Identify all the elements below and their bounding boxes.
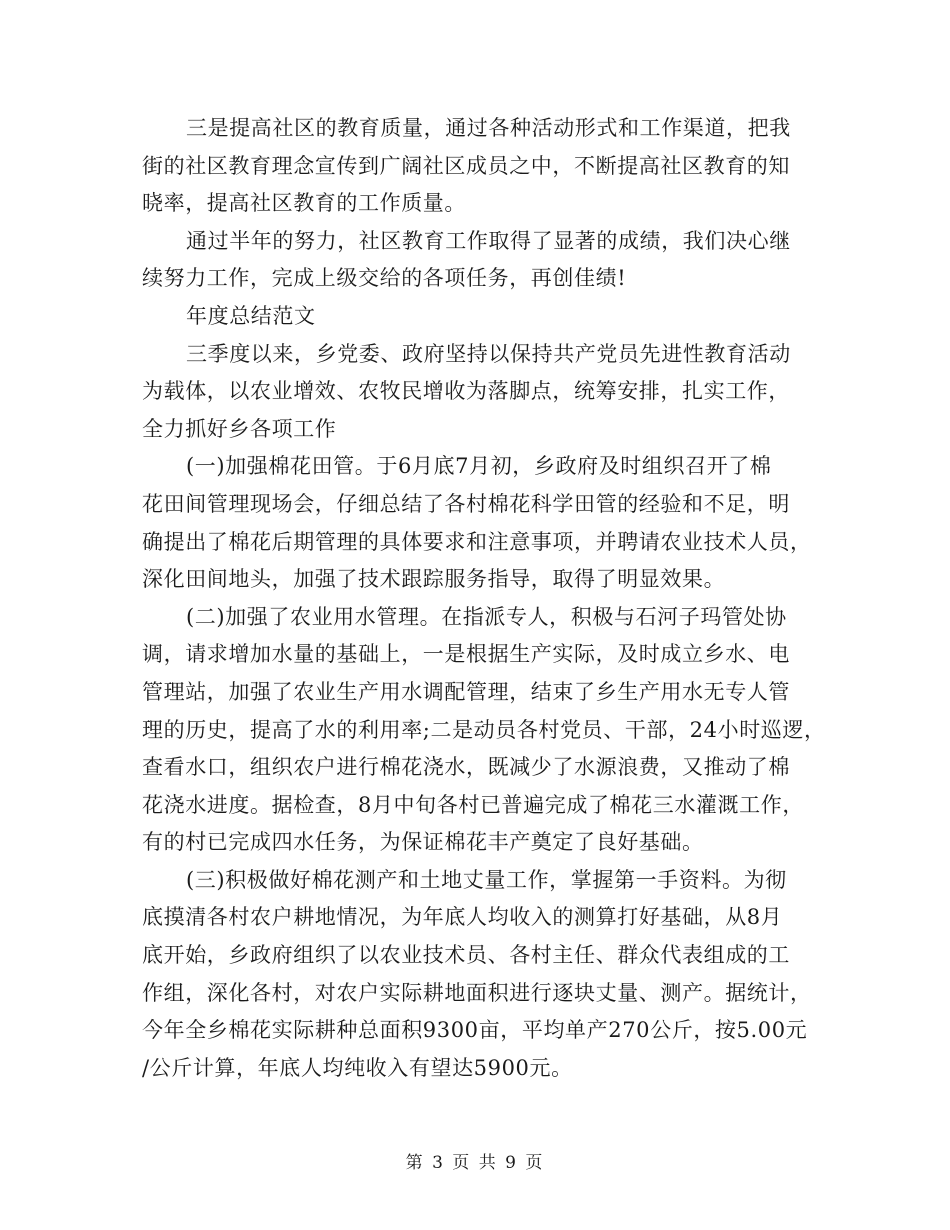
text-line: 作组，深化各村，对农户实际耕地面积进行逐块丈量、测产。据统计， [142,980,812,1005]
text-line: /公斤计算，年底人均纯收入有望达5900元。 [142,1055,573,1080]
text-line: 有的村已完成四水任务，为保证棉花丰产奠定了良好基础。 [142,830,704,855]
section-heading [142,298,822,336]
paragraph-community-education-quality [142,110,822,223]
text-line: 花浇水进度。据检查，8月中旬各村已普遍完成了棉花三水灌溉工作， [142,792,804,817]
text-line: (二)加强了农业用水管理。在指派专人，积极与石河子玛管处协 [186,604,787,629]
text-line: 花田间管理现场会，仔细总结了各村棉花科学田管的经验和不足，明 [142,491,790,516]
paragraph-yield-and-land-survey [142,862,822,1088]
text-line: 三季度以来，乡党委、政府坚持以保持共产党员先进性教育活动 [186,341,791,366]
text-line: 全力抓好乡各项工作 [142,416,337,441]
text-line: 查看水口，组织农户进行棉花浇水，既减少了水源浪费，又推动了棉 [142,755,790,780]
text-line: (三)积极做好棉花测产和土地丈量工作，掌握第一手资料。为彻 [186,867,787,892]
text-line: 通过半年的努力，社区教育工作取得了显著的成绩，我们决心继 [186,228,791,253]
text-line: 深化田间地头，加强了技术跟踪服务指导，取得了明显效果。 [142,567,726,592]
text-line: 晓率，提高社区教育的工作质量。 [142,191,466,216]
text-line: 续努力工作，完成上级交给的各项任务，再创佳绩! [142,266,627,291]
section-title: 年度总结范文 [186,303,316,328]
text-line: 管理站，加强了农业生产用水调配管理，结束了乡生产用水无专人管 [142,679,790,704]
text-line: 调，请求增加水量的基础上，一是根据生产实际，及时成立乡水、电 [142,642,790,667]
paragraph-water-management [142,599,826,862]
page-number-footer: 第 3 页 共 9 页 [405,1153,545,1173]
text-line: 三是提高社区的教育质量，通过各种活动形式和工作渠道，把我 [186,116,791,140]
text-line: 底摸清各村农户耕地情况，为年底人均收入的测算打好基础，从8月 [142,905,783,930]
text-line: 理的历史，提高了水的利用率;二是动员各村党员、干部，24小时巡逻， [142,717,826,742]
text-line: 确提出了棉花后期管理的具体要求和注意事项，并聘请农业技术人员， [142,529,812,554]
paragraph-cotton-field-management [142,448,822,598]
text-line: 为载体，以农业增效、农牧民增收为落脚点，统筹安排，扎实工作， [142,379,790,404]
text-line: (一)加强棉花田管。于6月底7月初，乡政府及时组织召开了棉 [186,454,772,479]
paragraph-third-quarter-intro [142,336,822,449]
text-line: 底开始，乡政府组织了以农业技术员、各村主任、群众代表组成的工 [142,943,790,968]
text-line: 街的社区教育理念宣传到广阔社区成员之中，不断提高社区教育的知 [142,153,790,178]
text-line: 今年全乡棉花实际耕种总面积9300亩，平均单产270公斤，按5.00元 [142,1018,808,1043]
paragraph-half-year-results [142,223,822,298]
document-body [142,110,826,1087]
